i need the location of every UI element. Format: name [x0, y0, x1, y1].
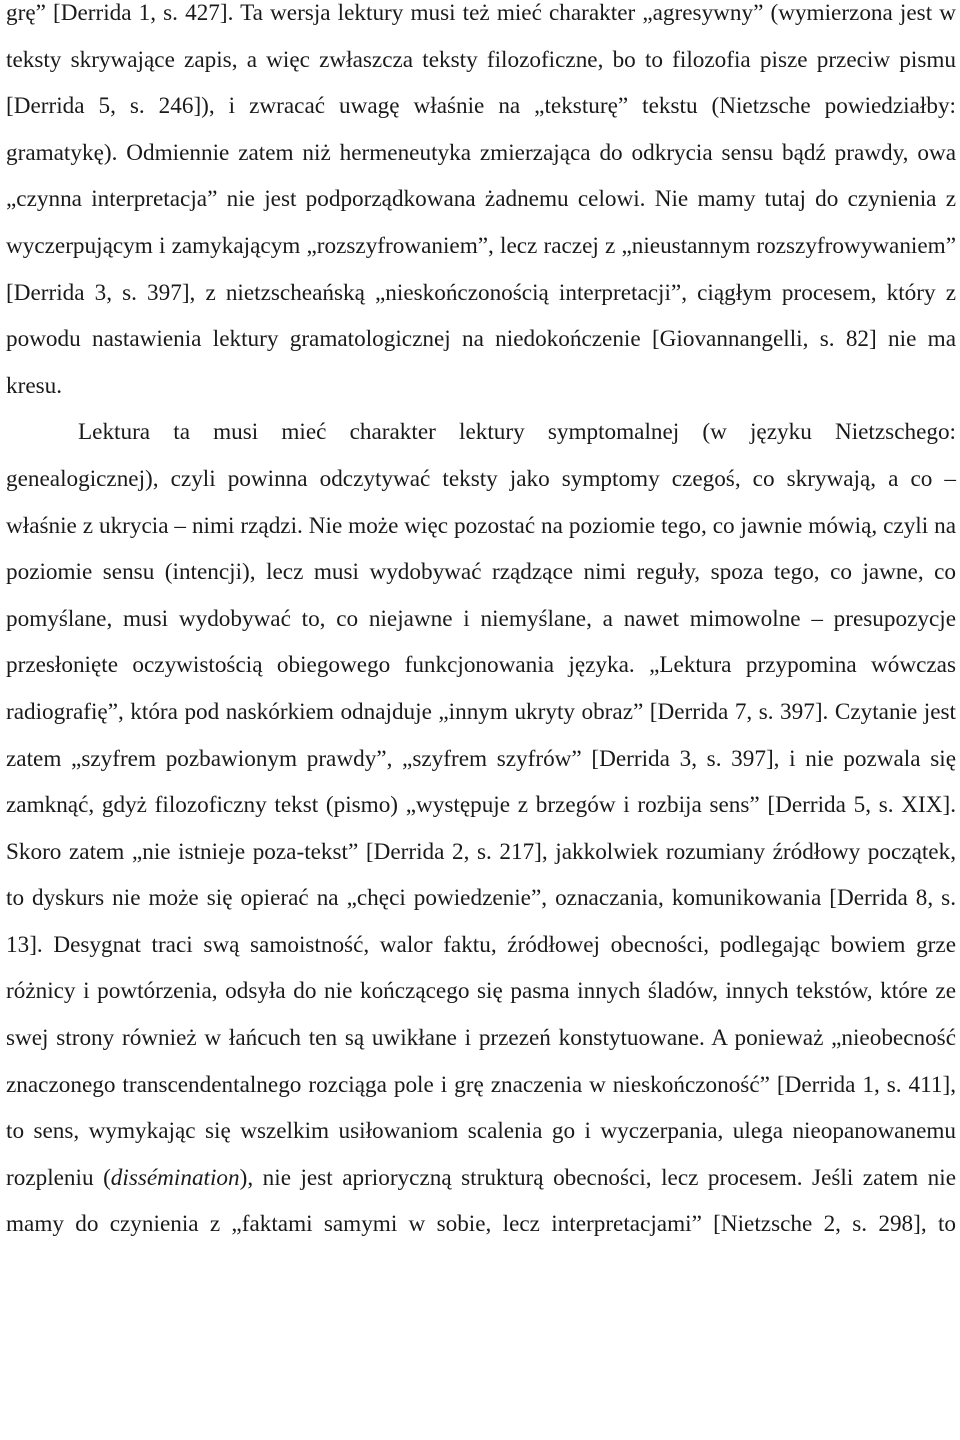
paragraph-2-text-a: Lektura ta musi mieć charakter lektury symptomalnej (w języku Nietzschego: genealogicznej), czyli powinna odczytywać teksty jako symptomy czegoś, co skrywają, a co – właśnie z ukrycia – nimi rządzi. Nie może więc pozostać na poziomie tego, co jawnie mówią, czyli na poziomie sensu (intencji), lecz musi wydobywać rządzące nimi reguły, spoza tego, co jawne, co pomyślane, musi wydobywać to, co niejawne i niemyślane, a nawet mimowolne – presupozycje przesłonięte oczywistością obiegowego funkcjonowania języka. „Lektura przypomina wówczas radiografię”, która pod naskórkiem odnajduje „innym ukryty obraz” [Derrida 7, s. 397]. Czytanie jest zatem „szyfrem pozbawionym prawdy”, „szyfrem szyfrów” [Derrida 3, s. 397], i nie pozwala się zamknąć, gdyż filozoficzny tekst (pismo) „występuje z brzegów i rozbija sens” [Derrida 5, s. XIX]. Skoro zatem „nie istnieje poza-tekst” [Derrida 2, s. 217], jakkolwiek rozumiany źródłowy początek, to dyskurs nie może się opierać na „chęci powiedzenie”, oznaczania, komunikowania [Derrida 8, s. 13]. Desygnat traci swą samoistność, walor faktu, źródłowej obecności, podlegając bowiem grze różnicy i powtórzenia, odsyła do nie kończącego się pasma innych śladów, innych tekstów, które ze swej strony również w łańcuch ten są uwikłane i przezeń konstytuowane. A ponieważ „nieobecność znaczonego transcendentalnego rozciąga pole i grę znaczenia w nieskończoność” [Derrida 1, s. 411], to sens, wymykając się wszelkim usiłowaniom scalenia go i wyczerpania, ulega nieopanowanemu rozpleniu ( — [6, 419, 956, 1191]
paragraph-2-italic-term: dissémination — [110, 1164, 240, 1191]
paragraph-2 — [6, 409, 956, 1248]
paragraph-1-text: grę” [Derrida 1, s. 427]. Ta wersja lektury musi też mieć charakter „agresywny” (wymierzona jest w teksty skrywające zapis, a więc zwłaszcza teksty filozoficzne, bo to filozofia pisze przeciw pismu [Derrida 5, s. 246]), i zwracać uwagę właśnie na „teksturę” tekstu (Nietzsche powiedziałby: gramatykę). Odmiennie zatem niż hermeneutyka zmierzająca do odkrycia sensu bądź prawdy, owa „czynna interpretacja” nie jest podporządkowana żadnemu celowi. Nie mamy tutaj do czynienia z wyczerpującym i zamykającym „rozszyfrowaniem”, lecz raczej z „nieustannym rozszyfrowywaniem” [Derrida 3, s. 397], z nietzscheańską „nieskończonością interpretacji”, ciągłym procesem, który z powodu nastawienia lektury gramatologicznej na niedokończenie [Giovannangelli, s. 82] nie ma kresu. — [6, 0, 956, 399]
paragraph-2-text-b: ), nie jest aprioryczną strukturą obecności, lecz procesem. Jeśli zatem nie mamy do czynienia z „faktami samymi w sobie, lecz interpretacjami” [Nietzsche 2, s. 298], to — [6, 1164, 956, 1238]
paragraph-1 — [6, 0, 956, 409]
document-page — [6, 0, 956, 1248]
